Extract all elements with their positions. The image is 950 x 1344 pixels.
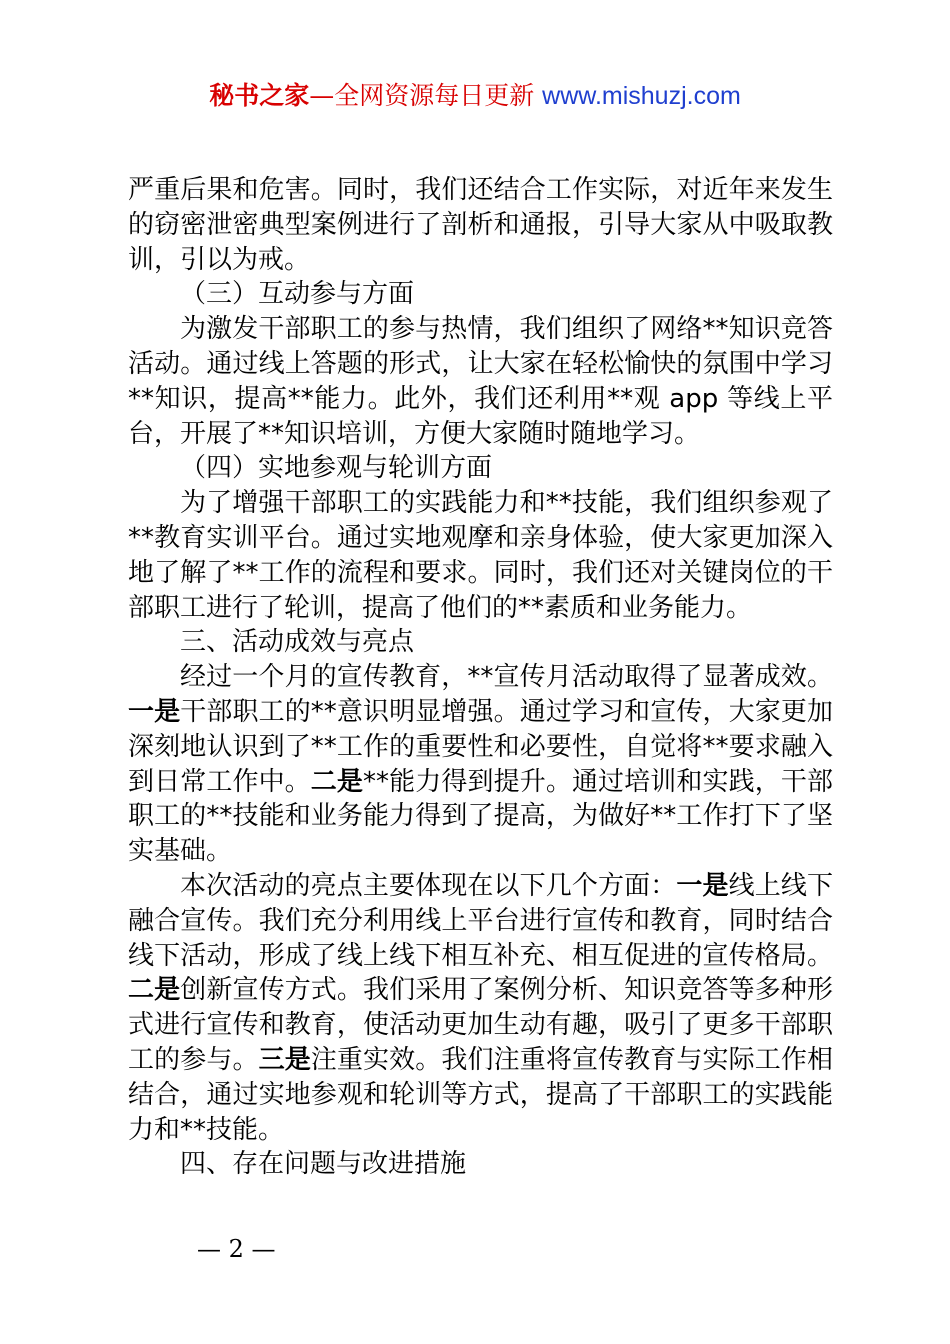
bold-marker-third: 三是 (258, 1044, 311, 1075)
results-point-1: 干部职工的**意识明显增强。通过学习和宣传，大家更加深刻地认识到了**工作的重要性和必要性，自觉将**要求融入到日常工作中。 (128, 696, 833, 797)
results-point-2: **能力得到提升。通过培训和实践，干部职工的**技能和业务能力得到了提高，为做好**工作打下了坚实基础。 (128, 766, 833, 867)
results-lead: 经过一个月的宣传教育，**宣传月活动取得了显著成效。 (180, 662, 833, 693)
highlight-point-1: 线上线下融合宣传。我们充分利用线上平台进行宣传和教育，同时结合线下活动，形成了线上线下相互补充、相互促进的宣传格局。 (128, 870, 833, 971)
paragraph-results (128, 660, 833, 869)
bold-marker-second: 二是 (128, 975, 181, 1006)
section-heading-results: 三、活动成效与亮点 (180, 627, 415, 658)
header-tagline: —全网资源每日更新 (309, 81, 543, 110)
paragraph-highlights (128, 869, 833, 1147)
bold-marker-first: 一是 (128, 696, 181, 727)
paragraph-site-visit: 为了增强干部职工的实践能力和**技能，我们组织参观了**教育实训平台。通过实地观摩和亲身体验，使大家更加深入地了解了**工作的流程和要求。同时，我们还对关键岗位的干部职工进行了轮训，提高了他们的**素质和业务能力。 (128, 488, 833, 623)
paragraph-interactive: 为激发干部职工的参与热情，我们组织了网络**知识竞答活动。通过线上答题的形式，让大家在轻松愉快的氛围中学习**知识，提高**能力。此外，我们还利用**观 app 等线上平台，开展了**知识培训，方便大家随时随地学习。 (128, 314, 833, 449)
site-header (0, 80, 950, 112)
section-heading-interactive: （三）互动参与方面 (180, 279, 415, 310)
site-url: www.mishuzj.com (542, 82, 741, 110)
paragraph-continuation: 严重后果和危害。同时，我们还结合工作实际，对近年来发生的窃密泄密典型案例进行了剖析和通报，引导大家从中吸取教训，引以为戒。 (128, 175, 833, 275)
highlight-point-3: 注重实效。我们注重将宣传教育与实际工作相结合，通过实地参观和轮训等方式，提高了干部职工的实践能力和**技能。 (128, 1044, 833, 1145)
highlights-lead: 本次活动的亮点主要体现在以下几个方面： (180, 870, 677, 901)
highlight-point-2: 创新宣传方式。我们采用了案例分析、知识竞答等多种形式进行宣传和教育，使活动更加生动有趣，吸引了更多干部职工的参与。 (128, 975, 833, 1075)
bold-marker-second: 二是 (310, 766, 364, 797)
section-heading-site-visit: （四）实地参观与轮训方面 (180, 453, 493, 484)
bold-marker-first: 一是 (676, 870, 729, 901)
page-number: — 2 — (197, 1235, 276, 1263)
section-heading-issues: 四、存在问题与改进措施 (180, 1149, 467, 1180)
brand-name: 秘书之家 (209, 81, 310, 110)
document-body (128, 173, 833, 1182)
